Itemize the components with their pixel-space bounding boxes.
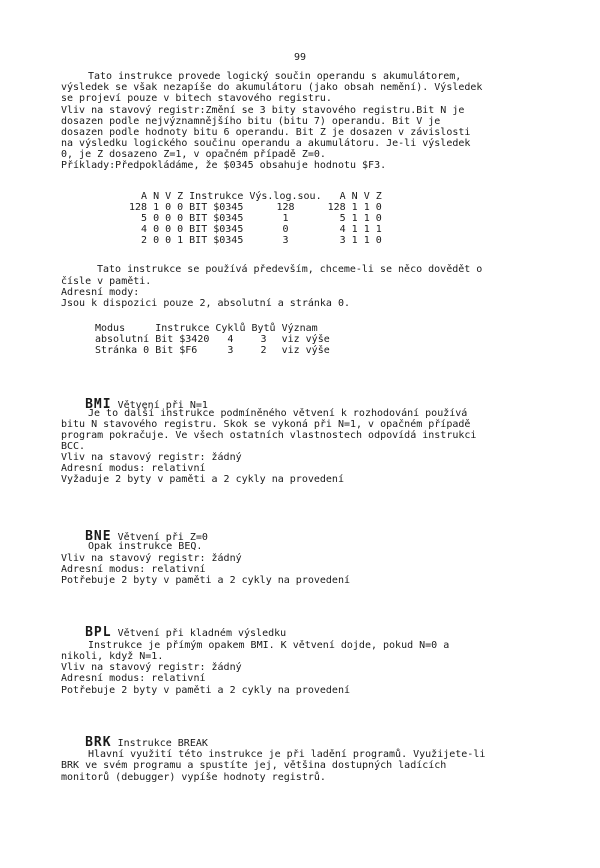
body-line: Potřebuje 2 byty v paměti a 2 cykly na provedení (61, 685, 350, 696)
body-line: monitorů (debugger) vypíše hodnoty registrů. (61, 772, 326, 783)
column-header: Cyklů (215, 323, 246, 334)
column-header: Instrukce (155, 323, 210, 334)
address-modes-table (92, 323, 333, 356)
table-cell: 1 (282, 213, 289, 224)
body-line: BCC. (61, 441, 86, 452)
table-cell: 0 (177, 213, 184, 224)
section-title: Větvení při N=1 (117, 400, 208, 411)
column-header: Z (177, 191, 184, 202)
column-header: V (165, 191, 172, 202)
body-line: Potřebuje 2 byty v paměti a 2 cykly na provedení (61, 575, 350, 586)
intro-line: výsledek se však nezapíše do akumulátoru (jako obsah nemění). Výsledek (61, 82, 483, 93)
intro-line: dosazen podle nejvýznamnějšího bitu (bitu 7) operandu. Bit V je (61, 116, 441, 127)
table-cell: 1 (363, 202, 370, 213)
intro-line: Tato instrukce provede logický součin operandu s akumulátorem, (88, 71, 462, 82)
section-title: Větvení při kladném výsledku (117, 628, 287, 639)
table-cell: viz výše (281, 334, 330, 345)
intro-line: se projeví pouze v bitech stavového registru. (61, 93, 332, 104)
column-header: A (141, 191, 148, 202)
table-cell: 4 (339, 224, 346, 235)
intro-line: 0, je Z dosazeno Z=1, v opačném případě Z=0. (61, 149, 326, 160)
column-header: V (363, 191, 370, 202)
mnemonic: BMI (85, 397, 112, 412)
table-cell: viz výše (281, 345, 330, 356)
table-row (92, 345, 333, 356)
body-line: Vyžaduje 2 byty v paměti a 2 cykly na provedení (61, 474, 344, 485)
table-cell: 1 (351, 224, 358, 235)
table-cell: 4 (141, 224, 148, 235)
body-line: BRK ve svém programu a spustíte jej, většina dostupných ladících (61, 760, 447, 771)
table-cell: 1 (375, 224, 382, 235)
mnemonic: BPL (85, 625, 112, 640)
column-header: Význam (281, 323, 318, 334)
intro-line: Příklady:Předpokládáme, že $0345 obsahuje hodnotu $F3. (61, 160, 387, 171)
table-cell: 0 (165, 213, 172, 224)
table-cell: 0 (375, 235, 382, 246)
table-cell: 0 (375, 213, 382, 224)
table-cell: BIT $0345 (189, 224, 244, 235)
body-line: Adresní modus: relativní (61, 463, 206, 474)
table-cell: 1 (363, 235, 370, 246)
intro-line: Vliv na stavový registr:Změní se 3 bity stavového registru.Bit N je (61, 105, 465, 116)
table-cell: 3 (260, 334, 267, 345)
table-cell: 1 (363, 213, 370, 224)
column-header: N (153, 191, 160, 202)
table-cell: 0 (165, 224, 172, 235)
section-title: Instrukce BREAK (117, 738, 208, 749)
table-cell: 5 (141, 213, 148, 224)
table-cell: Bit $F6 (155, 345, 198, 356)
body-line: bitu N stavového registru. Skok se vykoná při N=1, v opačném případě (61, 419, 471, 430)
column-header: N (351, 191, 358, 202)
column-header: Z (375, 191, 382, 202)
body-line: Vliv na stavový registr: žádný (61, 452, 242, 463)
table-cell: 1 (363, 224, 370, 235)
body-line: čísle v paměti. (61, 276, 152, 287)
table-cell: 1 (351, 235, 358, 246)
table-cell: 128 (129, 202, 148, 213)
mnemonic: BRK (85, 735, 112, 750)
table-row (92, 334, 333, 345)
body-line: Hlavní využití této instrukce je při ladění programů. Využijete-li (88, 749, 486, 760)
column-header: Instrukce (189, 191, 244, 202)
bit-example-table (126, 191, 385, 246)
body-line: Je to další instrukce podmíněného větvení k rozhodování používá (88, 408, 468, 419)
table-cell: 0 (153, 213, 160, 224)
table-cell: 0 (375, 202, 382, 213)
body-line: Instrukce je přímým opakem BMI. K větvení dojde, pokud N=0 a (88, 640, 450, 651)
table-cell: BIT $0345 (189, 202, 244, 213)
body-line: Adresní mody: (61, 287, 140, 298)
table-row (126, 235, 385, 246)
body-line: program pokračuje. Ve všech ostatních vlastnostech odpovídá instrukci (61, 430, 477, 441)
body-line: Tato instrukce se používá především, chceme-li se něco dovědět o (97, 264, 483, 275)
table-cell: 3 (282, 235, 289, 246)
table-row (126, 224, 385, 235)
table-row (126, 202, 385, 213)
table-cell: 0 (165, 202, 172, 213)
body-line: nikoli, když N=1. (61, 651, 164, 662)
table-header-row (126, 191, 385, 202)
body-line: Jsou k dispozici pouze 2, absolutní a stránka 0. (61, 298, 350, 309)
table-cell: 1 (351, 213, 358, 224)
table-cell: 0 (177, 224, 184, 235)
table-header-row (92, 323, 333, 334)
column-header: Bytů (251, 323, 276, 334)
mnemonic: BNE (85, 529, 112, 544)
table-cell: 5 (339, 213, 346, 224)
table-cell: BIT $0345 (189, 235, 244, 246)
table-cell: 3 (339, 235, 346, 246)
body-line: Adresní modus: relativní (61, 673, 206, 684)
table-cell: Stránka 0 (95, 345, 150, 356)
column-header: Modus (95, 323, 126, 334)
table-cell: 0 (282, 224, 289, 235)
column-header: A (339, 191, 346, 202)
table-cell: 2 (141, 235, 148, 246)
section-title: Větvení při Z=0 (117, 532, 208, 543)
body-line: Adresní modus: relativní (61, 564, 206, 575)
table-row (126, 213, 385, 224)
table-cell: 0 (165, 235, 172, 246)
intro-line: dosazen podle hodnoty bitu 6 operandu. Bit Z je dosazen v závislosti (61, 127, 471, 138)
intro-line: na výsledku logického součinu operandu a akumulátoru. Je-li výsledek (61, 138, 471, 149)
table-cell: 0 (177, 202, 184, 213)
table-cell: 1 (177, 235, 184, 246)
table-cell: 4 (227, 334, 234, 345)
table-cell: 1 (351, 202, 358, 213)
table-cell: 128 (276, 202, 295, 213)
table-cell: absolutní (95, 334, 150, 345)
body-line: Vliv na stavový registr: žádný (61, 662, 242, 673)
table-cell: 1 (153, 202, 160, 213)
page-number: 99 (293, 52, 307, 63)
table-cell: 2 (260, 345, 267, 356)
table-cell: BIT $0345 (189, 213, 244, 224)
table-cell: 0 (153, 224, 160, 235)
table-cell: 128 (327, 202, 346, 213)
table-cell: 3 (227, 345, 234, 356)
table-cell: Bit $3420 (155, 334, 210, 345)
column-header: Výs.log.sou. (249, 191, 322, 202)
body-line: Vliv na stavový registr: žádný (61, 553, 242, 564)
body-line: Opak instrukce BEQ. (88, 541, 203, 552)
table-cell: 0 (153, 235, 160, 246)
